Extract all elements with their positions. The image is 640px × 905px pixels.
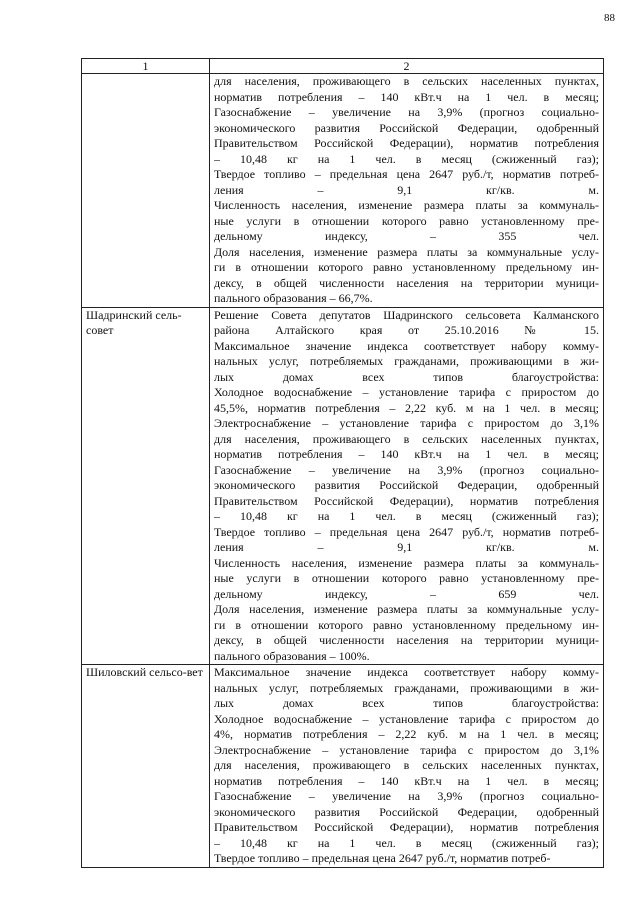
text-line: лых домах всех типов благоустройства: <box>214 696 599 710</box>
text-line: Решение Совета депутатов Шадринского сельсовета Калманского <box>214 307 599 322</box>
text-line: норматив потребления – 140 кВт.ч на 1 чел. в месяц; <box>214 447 599 461</box>
text-line: нальных услуг, потребляемых гражданами, проживающими в жи- <box>214 680 599 695</box>
text-line: Электроснабжение – установление тарифа с приростом до 3,1% <box>214 742 599 757</box>
table-row <box>82 665 604 868</box>
text-line: – 10,48 кг на 1 чел. в месяц (сжиженный газ); <box>214 509 599 523</box>
description-cell <box>210 665 604 868</box>
text-line: нальных услуг, потребляемых гражданами, проживающими в жи- <box>214 354 599 368</box>
text-line: Доля населения, изменение размера платы за коммунальные услу- <box>214 244 599 259</box>
text-line: района Алтайского края от 25.10.2016 № 15. <box>214 323 599 337</box>
table-body <box>82 74 604 868</box>
text-line: экономического развития Российской Федерации, одобренный <box>214 120 599 135</box>
text-line: для населения, проживающего в сельских населенных пунктах, <box>214 758 599 772</box>
table-header-row <box>82 59 604 74</box>
text-line: пального образования – 100%. <box>214 648 370 663</box>
text-line: дельному индексу, – 355 чел. <box>214 229 599 243</box>
text-line: 45,5%, норматив потребления – 2,22 куб. м на 1 чел. в месяц; <box>214 400 599 415</box>
description-cell <box>210 307 604 665</box>
text-line: Твердое топливо – предельная цена 2647 руб./т, норматив потреб- <box>214 167 599 181</box>
text-line: 4%, норматив потребления – 2,22 куб. м на 1 чел. в месяц; <box>214 727 599 741</box>
text-line: лых домах всех типов благоустройства: <box>214 369 599 384</box>
column-header-1: 1 <box>82 59 210 74</box>
text-line: Численность населения, изменение размера платы за коммуналь- <box>214 555 599 570</box>
text-line: Правительством Российской Федерации), норматив потребления <box>214 493 599 508</box>
text-line: ные услуги в отношении которого равно установленному пре- <box>214 571 599 585</box>
text-line: – 10,48 кг на 1 чел. в месяц (сжиженный газ); <box>214 151 599 166</box>
text-line: ги в отношении которого равно установленному предельному ин- <box>214 617 599 632</box>
text-line: пального образования – 66,7%. <box>214 291 373 305</box>
text-line: ления – 9,1 кг/кв. м. <box>214 540 599 554</box>
text-line: для населения, проживающего в сельских населенных пунктах, <box>214 431 599 446</box>
text-line: Правительством Российской Федерации), норматив потребления <box>214 820 599 834</box>
text-line: Численность населения, изменение размера платы за коммуналь- <box>214 198 599 212</box>
municipality-name: Шадринский сель-совет <box>82 307 210 665</box>
text-line: Холодное водоснабжение – установление тарифа с приростом до <box>214 711 599 726</box>
table-row <box>82 74 604 308</box>
text-line: дексу, в общей численности населения на территории муници- <box>214 275 599 290</box>
text-line: Электроснабжение – установление тарифа с приростом до 3,1% <box>214 416 599 430</box>
text-line: Правительством Российской Федерации), норматив потребления <box>214 136 599 150</box>
text-line: Доля населения, изменение размера платы за коммунальные услу- <box>214 602 599 616</box>
text-line: Газоснабжение – увеличение на 3,9% (прогноз социально- <box>214 105 599 119</box>
text-line: дельному индексу, – 659 чел. <box>214 586 599 601</box>
table-row <box>82 307 604 665</box>
text-line: дексу, в общей численности населения на территории муници- <box>214 633 599 647</box>
description-cell <box>210 74 604 308</box>
text-line: норматив потребления – 140 кВт.ч на 1 чел. в месяц; <box>214 89 599 104</box>
text-line: – 10,48 кг на 1 чел. в месяц (сжиженный газ); <box>214 835 599 850</box>
text-line: ги в отношении которого равно установленному предельному ин- <box>214 260 599 274</box>
text-line: экономического развития Российской Федерации, одобренный <box>214 478 599 492</box>
page-number: 88 <box>604 12 615 24</box>
data-table <box>81 58 604 868</box>
text-line: для населения, проживающего в сельских населенных пунктах, <box>214 74 599 88</box>
municipality-name: Шиловский сельсо-вет <box>82 665 210 868</box>
text-line: экономического развития Российской Федерации, одобренный <box>214 804 599 819</box>
text-line: Твердое топливо – предельная цена 2647 руб./т, норматив потреб- <box>214 851 551 865</box>
text-line: Максимальное значение индекса соответствует набору комму- <box>214 338 599 353</box>
text-line: Максимальное значение индекса соответствует набору комму- <box>214 665 599 679</box>
text-line: норматив потребления – 140 кВт.ч на 1 чел. в месяц; <box>214 773 599 788</box>
text-line: Газоснабжение – увеличение на 3,9% (прогноз социально- <box>214 462 599 477</box>
column-header-2: 2 <box>210 59 604 74</box>
municipality-name <box>82 74 210 308</box>
text-line: Газоснабжение – увеличение на 3,9% (прогноз социально- <box>214 789 599 803</box>
text-line: Холодное водоснабжение – установление тарифа с приростом до <box>214 385 599 399</box>
text-line: ления – 9,1 кг/кв. м. <box>214 182 599 197</box>
text-line: Твердое топливо – предельная цена 2647 руб./т, норматив потреб- <box>214 524 599 539</box>
text-line: ные услуги в отношении которого равно установленному пре- <box>214 213 599 228</box>
